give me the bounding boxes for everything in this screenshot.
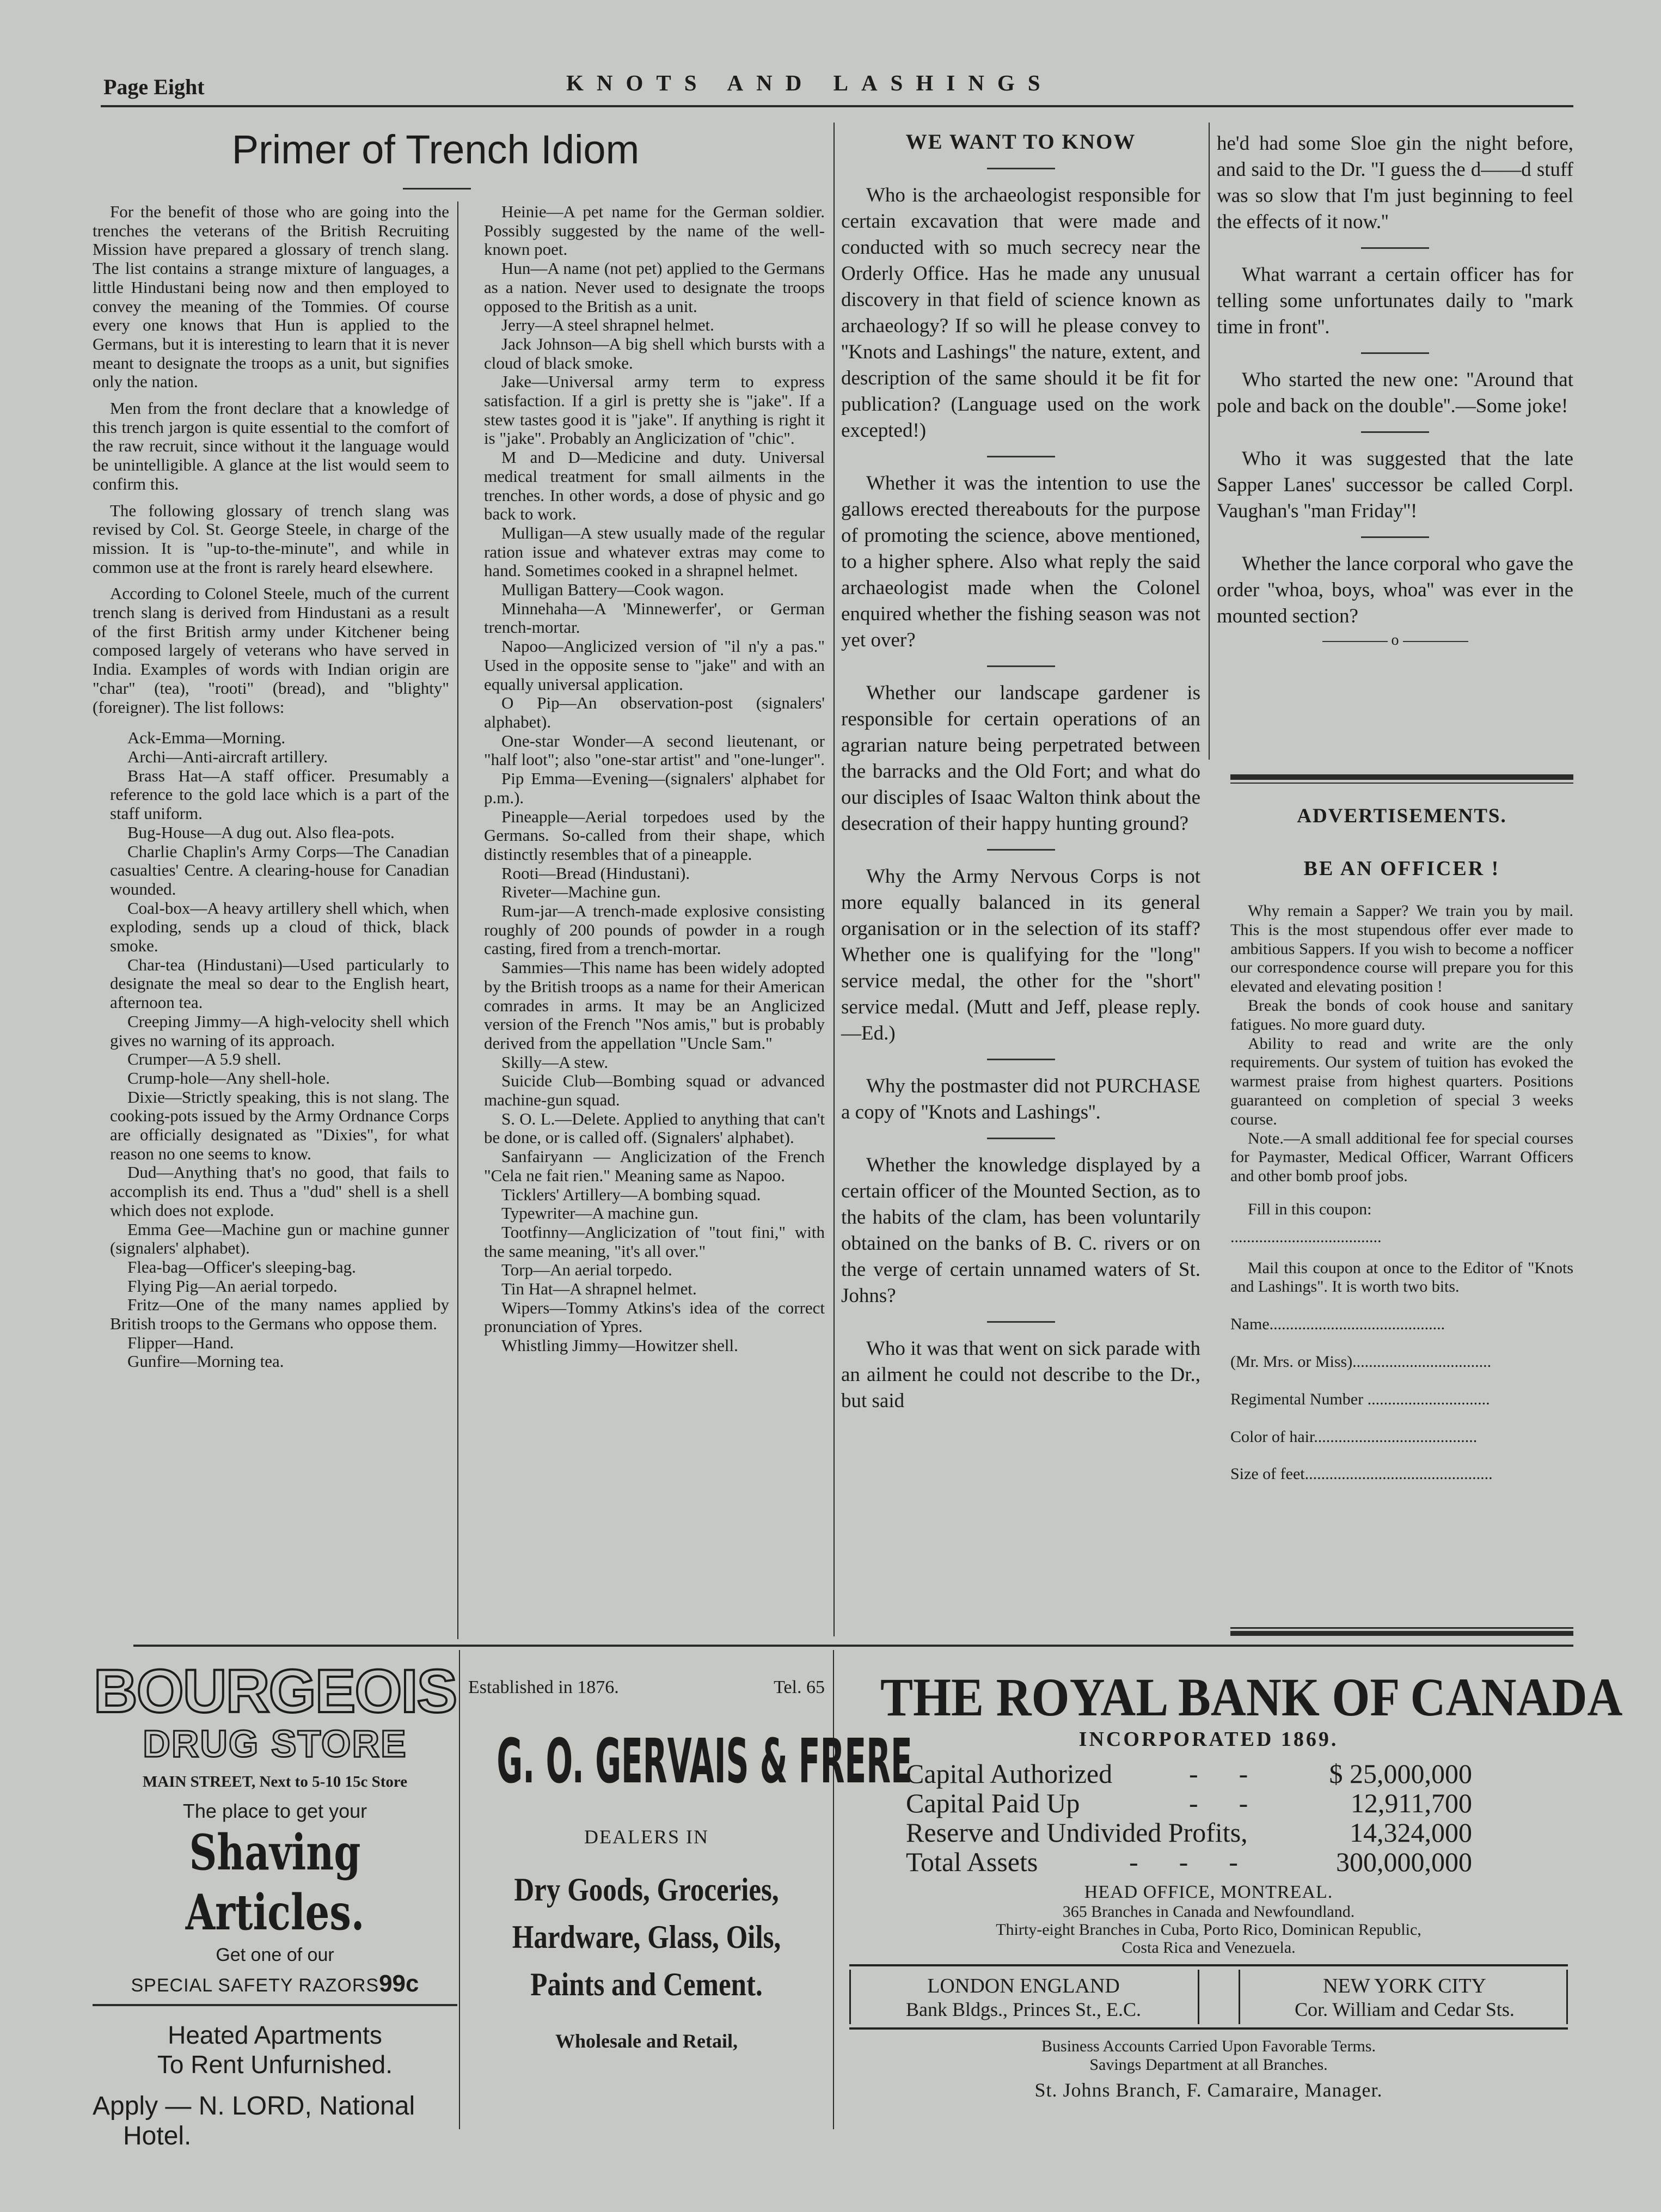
glossary-entry: Napoo—Anglicized version of "il n'y a pas." Used in the opposite sense to "jake" and with an equally universal application. [484, 637, 825, 694]
ads-subtitle: BE AN OFFICER ! [1303, 857, 1500, 880]
column-rule-3 [1209, 123, 1210, 760]
glossary-entry: Whistling Jimmy—Howitzer shell. [501, 1336, 738, 1355]
glossary-entry: Tin Hat—A shrapnel helmet. [501, 1279, 697, 1299]
glossary-entry: One-star Wonder—A second lieutenant, or "half loot"; also "one-star artist" and "one-lunger". [484, 731, 825, 769]
glossary-entry: Sanfairyann — Anglicization of the French "Cela ne fait rien." Meaning same as Napoo. [484, 1147, 825, 1185]
bank-figure-row [906, 1818, 1472, 1847]
ad-paragraph: Break the bonds of cook house and sanitary fatigues. No more guard duty. [1230, 996, 1573, 1034]
bank-figure-value: 12,911,700 [1350, 1788, 1472, 1818]
bank-figure-label: Total Assets [906, 1847, 1038, 1877]
glossary-entry: Ack-Emma—Morning. [127, 728, 286, 748]
glossary-entry: Flipper—Hand. [127, 1333, 234, 1352]
gervais-name: G. O. GERVAIS & FRERE [497, 1726, 912, 1797]
primer-intro: The following glossary of trench slang was revised by Col. St. George Steele, in charge of the mission. It is "up-to-the-minute", and while in common use at the front is rarely heard elsewhere. [93, 500, 449, 577]
glossary-entry: Wipers—Tommy Atkins's idea of the correct pronunciation of Ypres. [484, 1298, 825, 1336]
column-rule-1 [457, 201, 458, 1639]
bank-figure-value: 300,000,000 [1336, 1847, 1472, 1877]
page-label: Page Eight [103, 75, 205, 99]
glossary-entry: Minnehaha—A 'Minnewerfer', or German trench-mortar. [484, 598, 825, 637]
header-rule [101, 105, 1573, 107]
glossary-entry: Suicide Club—Bombing squad or advanced machine-gun squad. [484, 1071, 825, 1110]
bank-figure-dashes: - - - [1129, 1847, 1238, 1877]
bank-name: THE ROYAL BANK OF CANADA [880, 1667, 1623, 1727]
glossary-entry: Sammies—This name has been widely adopted by the British troops as a name for their American comrades in arms. It may be an Anglicized version of the French "Nos amis," but is probably derived from the appellation "Uncle Sam." [484, 958, 825, 1053]
ny-title: NEW YORK CITY [1323, 1975, 1486, 1997]
ads-rule-top-thin [1230, 783, 1573, 784]
glossary-entry: Char-tea (Hindustani)—Used particularly to designate the meal so dear to the English heart, afternoon tea. [110, 955, 449, 1012]
coupon-field: Regimental Number .............................. [1230, 1390, 1490, 1408]
bourgeois-rent: To Rent Unfurnished. [157, 2050, 393, 2079]
bourgeois-place: The place to get your [182, 1800, 367, 1822]
glossary-entry: Skilly—A stew. [501, 1052, 609, 1072]
ads-rule-bottom-thick [1230, 1631, 1573, 1636]
glossary-entry: Riveter—Machine gun. [501, 882, 661, 902]
mail-instructions: Mail this coupon at once to the Editor of "Knots and Lashings". It is worth two bits. [1230, 1258, 1573, 1296]
bourgeois-subname: DRUG STORE [143, 1722, 407, 1765]
ads-title: ADVERTISEMENTS. [1297, 805, 1507, 827]
primer-column-1 [93, 203, 449, 1371]
ads-rule-bottom [1230, 1627, 1573, 1629]
gervais-dealers: DEALERS IN [584, 1826, 709, 1848]
query: Why the Army Nervous Corps is not more equally balanced in its general organisation or in the selection of its staff? Whether one is qualifying for the ''long'' service medal, the other for the ''short'' service medal. (Mutt and Jeff, please reply.—Ed.) [841, 865, 1200, 1044]
glossary-entry: Bug-House—A dug out. Also flea-pots. [127, 822, 395, 842]
bank-incorporated: INCORPORATED 1869. [1078, 1728, 1339, 1751]
primer-title: Primer of Trench Idiom [231, 127, 640, 172]
ad-paragraph: Why remain a Sapper? We train you by mail. This is the most stupendous offer ever made to ambitious Sappers. If you wish to become a nofficer our correspondence course will prepare you for this elevated and elevating position ! [1230, 902, 1573, 996]
bourgeois-rule [93, 2004, 457, 2006]
bank-footer-2: Savings Department at all Branches. [1089, 2056, 1328, 2074]
bourgeois-address: MAIN STREET, Next to 5-10 15c Store [142, 1773, 408, 1791]
razors-label: SPECIAL SAFETY RAZORS [131, 1975, 379, 1996]
glossary-entry: O Pip—An observation-post (signalers' alphabet). [484, 693, 825, 731]
glossary-entry: M and D—Medicine and duty. Universal medical treatment for small ailments in the trenches. In other words, a dose of physic and go back to work. [484, 448, 825, 524]
bank-figure-value: $ 25,000,000 [1329, 1758, 1472, 1789]
primer-intro: Men from the front declare that a knowledge of this trench jargon is quite essential to the comfort of the raw recruit, since without it the language would be unintelligible. A glance at the list would seem to confirm this. [93, 399, 449, 493]
glossary-entry: Crumper—A 5.9 shell. [127, 1049, 281, 1069]
query: What warrant a certain officer has for telling some unfortunates daily to ''mark time in front''. [1217, 264, 1573, 338]
query: Whether the knowledge displayed by a certain officer of the Mounted Section, as to the habits of the clam, has been voluntarily obtained on the banks of B. C. rivers or on the verge of certain unnamed waters of St. Johns? [841, 1154, 1200, 1307]
glossary-entry: Flying Pig—An aerial torpedo. [127, 1276, 338, 1296]
glossary-entry: S. O. L.—Delete. Applied to anything that can't be done, or is called off. (Signalers' alphabet). [484, 1109, 825, 1147]
glossary-entry: Hun—A name (not pet) applied to the Germans as a nation. Never used to designate the troops opposed to the British as a unit. [484, 259, 825, 316]
bank-figure-row [906, 1847, 1472, 1877]
want-to-know-column-2 [1217, 131, 1573, 648]
gervais-wholesale: Wholesale and Retail, [555, 2030, 738, 2052]
glossary-entry: Tootfinny—Anglicization of "tout fini," with the same meaning, "it's all over." [484, 1222, 825, 1261]
glossary-entry: Pineapple—Aerial torpedoes used by the Germans. So-called from their shape, which distinctly resembles that of a pineapple. [484, 806, 825, 864]
glossary-entry: Creeping Jimmy—A high-velocity shell which gives no warning of its approach. [110, 1011, 449, 1050]
bank-branches-3: Costa Rica and Venezuela. [1121, 1939, 1296, 1957]
bank-branches-2: Thirty-eight Branches in Cuba, Porto Rico, Dominican Republic, [996, 1921, 1421, 1939]
gervais-line1: Dry Goods, Groceries, [514, 1872, 779, 1908]
column-rule-2 [833, 123, 835, 1636]
gervais-line3: Paints and Cement. [530, 1966, 763, 2002]
primer-title-rule [403, 188, 471, 190]
bourgeois-razors [93, 1970, 457, 1997]
bourgeois-apply: Apply — N. LORD, National [93, 2092, 415, 2121]
bourgeois-name: BOURGEOIS [93, 1657, 457, 1725]
officer-ad-body [1230, 902, 1573, 1484]
glossary-entry: Heinie—A pet name for the German soldier. Possibly suggested by the name of the well-known poet. [484, 202, 825, 259]
bottom-ads-divider-2 [833, 1650, 834, 2129]
bank-footer-3: St. Johns Branch, F. Camaraire, Manager. [1034, 2079, 1383, 2101]
london-address: Bank Bldgs., Princes St., E.C. [905, 1999, 1142, 2020]
bourgeois-ad [93, 1657, 457, 2151]
glossary-entry: Typewriter—A machine gun. [501, 1203, 698, 1223]
glossary-entry: Jerry—A steel shrapnel helmet. [501, 315, 714, 335]
glossary-entry: Pip Emma—Evening—(signalers' alphabet for p.m.). [484, 769, 825, 807]
gervais-line2: Hardware, Glass, Oils, [512, 1919, 781, 1955]
glossary-entry: Mulligan—A stew usually made of the regular ration issue and whatever extras may come to hand. Sometimes cooked in a shrapnel helmet. [484, 523, 825, 581]
coupon-label: Fill in this coupon: [1248, 1200, 1372, 1218]
glossary-entry: Charlie Chaplin's Army Corps—The Canadian casualties' Centre. A clearing-house for Canadian wounded. [110, 841, 449, 899]
glossary-entry: Rum-jar—A trench-made explosive consisting roughly of 200 pounds of powder in a rough casting, fired from a trench-mortar. [484, 901, 825, 958]
glossary-entry: Emma Gee—Machine gun or machine gunner (signalers' alphabet). [110, 1219, 449, 1258]
bourgeois-shaving: Shaving Articles. [185, 1824, 365, 1941]
bourgeois-get-one: Get one of our [216, 1945, 334, 1965]
query: Who started the new one: ''Around that pole and back on the double''.—Some joke! [1217, 369, 1573, 417]
ad-paragraph: Ability to read and write are the only requirements. Our system of tuition has evoked the warmest praise from highest quarters. Positions guaranteed on completion of special 3 weeks course. [1230, 1034, 1573, 1128]
bank-figure-label: Capital Paid Up [906, 1788, 1080, 1818]
primer-intro: According to Colonel Steele, much of the current trench slang is derived from Hindustani as a result of the first British army under Kitchener being composed largely of veterans who have served in India. Examples of words with Indian origin are "char" (tea), "rooti" (bread), and "blighty" (foreigner). The list follows: [93, 584, 449, 717]
query: Who is the archaeologist responsible for certain excavation that were made and conducted with so much secrecy near the Orderly Office. Has he made any unusual discovery in that field of science known as archaeology? If so will he please convey to ''Knots and Lashings'' the nature, extent, and description of the same should it be fit for publication? (Language used on the work excepted!) [841, 184, 1200, 442]
coupon-field: (Mr. Mrs. or Miss).................................. [1230, 1352, 1492, 1371]
bank-figure-row [906, 1788, 1472, 1818]
primer-intro: For the benefit of those who are going into the trenches the veterans of the British Recruiting Mission have prepared a glossary of trench slang. The list contains a strange mixture of languages, a little Hindustani being now and then employed to convey the meaning of the Tommies. Of course every one knows that Hun is applied to the Germans, but it is interesting to learn that it is never meant to designate the troops as a unit, but signifies only the nation. [93, 202, 449, 392]
london-title: LONDON ENGLAND [927, 1975, 1120, 1997]
glossary-entry: Archi—Anti-aircraft artillery. [127, 747, 328, 766]
query-continued: he'd had some Sloe gin the night before, and said to the Dr. ''I guess the d——d stuff was so slow that I'm just beginning to feel the effects of it now.'' [1217, 132, 1573, 233]
bank-footer-1: Business Accounts Carried Upon Favorable Terms. [1041, 2037, 1376, 2055]
bank-figure-value: 14,324,000 [1350, 1817, 1472, 1848]
query: Whether our landscape gardener is responsible for certain operations of an agrarian nature being perpetrated between the barracks and the Old Fort; and what do our disciples of Isaac Walton think about the desecration of their happy hunting ground? [841, 682, 1200, 835]
glossary-entry: Jack Johnson—A big shell which bursts with a cloud of black smoke. [484, 334, 825, 372]
glossary-entry: Gunfire—Morning tea. [127, 1352, 284, 1371]
bourgeois-hotel: Hotel. [123, 2122, 192, 2150]
bank-branches-1: 365 Branches in Canada and Newfoundland. [1062, 1903, 1355, 1921]
want-to-know-title: WE WANT TO KNOW [905, 130, 1136, 154]
ny-address: Cor. William and Cedar Sts. [1295, 1999, 1515, 2020]
bank-figure-label: Reserve and Undivided Profits, [906, 1817, 1248, 1848]
bottom-ads-divider-1 [459, 1650, 460, 2129]
coupon-field: Size of feet.............................................. [1230, 1465, 1493, 1483]
ads-rule-top [1230, 774, 1573, 780]
bank-branch-box [849, 1964, 1568, 2030]
glossary-entry: Fritz—One of the many names applied by British troops to the Germans who oppose them. [110, 1295, 449, 1334]
bank-figure-dashes: - - [1189, 1788, 1248, 1818]
bank-figure-label: Capital Authorized [906, 1758, 1113, 1789]
glossary-entry: Dixie—Strictly speaking, this is not slang. The cooking-pots issued by the Army Ordnance Corps are officially designated as "Dixies", for what reason no one seems to know. [110, 1087, 449, 1163]
query: Who it was that went on sick parade with an ailment he could not describe to the Dr., but said [841, 1337, 1200, 1412]
bank-head-office: HEAD OFFICE, MONTREAL. [1084, 1882, 1333, 1902]
glossary-entry: Mulligan Battery—Cook wagon. [501, 580, 724, 600]
glossary-entry: Flea-bag—Officer's sleeping-bag. [127, 1257, 356, 1276]
razors-price: 99c [379, 1970, 419, 1997]
coupon-field: Name........................................... [1230, 1315, 1445, 1334]
bank-figure-dashes: - - [1189, 1758, 1248, 1789]
query: Who it was suggested that the late Sapper Lanes' successor be called Corpl. Vaughan's ''man Friday''! [1217, 448, 1573, 522]
query: Why the postmaster did not PURCHASE a copy of ''Knots and Lashings''. [841, 1075, 1200, 1123]
bank-figure-row [906, 1759, 1472, 1788]
end-mark: o [1217, 633, 1573, 648]
query: Whether the lance corporal who gave the order ''whoa, boys, whoa'' was ever in the mounted section? [1217, 553, 1573, 627]
glossary-entry: Jake—Universal army term to express satisfaction. If a girl is pretty she is "jake". If a stew tastes good it is "jake". If anything is right it is "jake". Probably an Anglicization of "chic". [484, 372, 825, 448]
gervais-tel: Tel. 65 [774, 1677, 825, 1697]
glossary-entry: Ticklers' Artillery—A bombing squad. [501, 1184, 761, 1204]
glossary-entry: Rooti—Bread (Hindustani). [501, 863, 690, 883]
coupon-dots: ..................................... [1230, 1227, 1382, 1246]
ad-paragraph: Note.—A small additional fee for special courses for Paymaster, Medical Officer, Warrant Officers and other bomb proof jobs. [1230, 1129, 1573, 1186]
masthead: KNOTS AND LASHINGS [566, 70, 1053, 95]
glossary-entry: Torp—An aerial torpedo. [501, 1260, 672, 1280]
gervais-ad [468, 1677, 912, 2052]
glossary-entry: Brass Hat—A staff officer. Presumably a reference to the gold lace which is a part of the staff uniform. [110, 766, 449, 823]
coupon-field: Color of hair........................................ [1230, 1427, 1478, 1446]
want-to-know-column-1 [841, 164, 1200, 1414]
bank-ad [844, 1667, 1623, 2101]
bottom-ads-rule [133, 1645, 1573, 1647]
gervais-established: Established in 1876. [468, 1677, 619, 1697]
primer-column-2 [467, 203, 825, 1355]
glossary-entry: Coal-box—A heavy artillery shell which, when exploding, sends up a cloud of thick, black smoke. [110, 898, 449, 956]
query: Whether it was the intention to use the gallows erected thereabouts for the purpose of promoting the science, above mentioned, to a higher sphere. Also what reply the said archaeologist made when the Colonel enquired whether the fishing season was not yet over? [841, 472, 1200, 651]
glossary-entry: Dud—Anything that's no good, that fails to accomplish its end. Thus a "dud" shell is a shell which does not explode. [110, 1163, 449, 1220]
glossary-entry: Crump-hole—Any shell-hole. [127, 1068, 330, 1087]
bourgeois-heated: Heated Apartments [168, 2021, 382, 2049]
